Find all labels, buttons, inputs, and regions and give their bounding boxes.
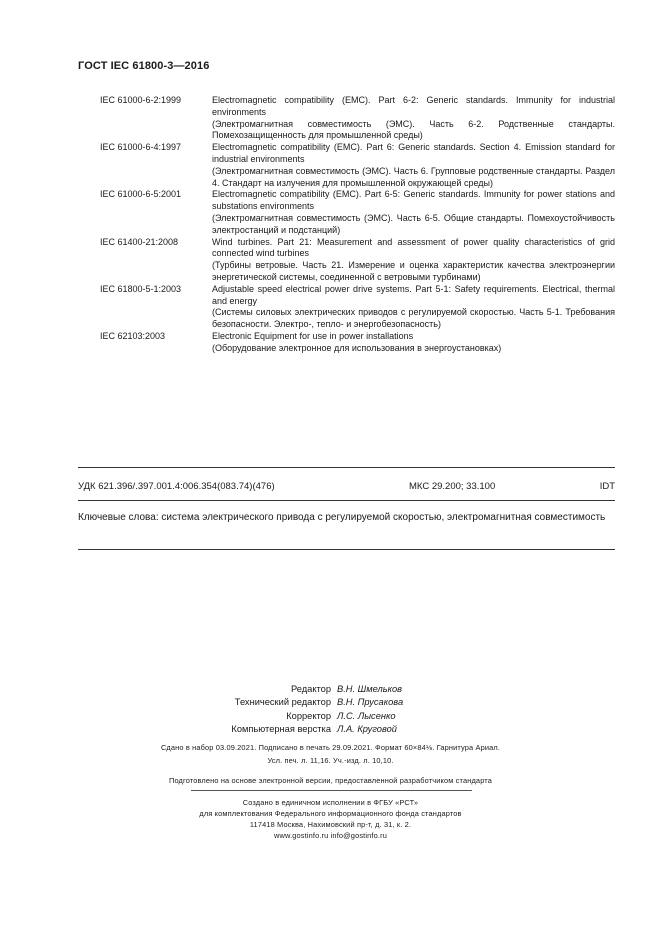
credit-role: Корректор [286, 710, 331, 721]
classification-row [78, 481, 615, 495]
reference-title-ru: (Оборудование электронное для использования в энергоустановках) [212, 342, 502, 353]
print-volume-line: Усл. печ. л. 11,16. Уч.-изд. л. 10,10. [267, 756, 394, 765]
created-line: Создано в единичном исполнении в ФГБУ «РСТ» [242, 798, 419, 807]
reference-code: IEC 61000-6-2:1999 [100, 95, 182, 105]
credit-role: Редактор [290, 684, 331, 694]
normative-references-list [100, 95, 615, 355]
credit-line [0, 710, 661, 723]
reference-code: IEC 61000-6-5:2001 [100, 189, 182, 200]
credit-line [0, 683, 661, 696]
credit-line [0, 696, 661, 709]
credit-role: Технический редактор [234, 697, 331, 708]
print-details-line: Сдано в набор 03.09.2021. Подписано в печать 29.09.2021. Формат 60×84⅛. Гарнитура Ариал. [160, 743, 501, 752]
reference-title-ru: (Системы силовых электрических приводов с регулируемой скоростью. Часть 5-1. Требования безопасности. Электро-, тепло- и энергобезопасность) [212, 307, 615, 330]
reference-code: IEC 62103:2003 [100, 330, 166, 341]
reference-title-ru: (Турбины ветровые. Часть 21. Измерение и оценка характеристик качества электроэнергии энергетической системы, соединенной с ветровыми турбинами) [212, 260, 615, 282]
reference-code: IEC 61000-6-4:1997 [100, 142, 182, 153]
reference-title-en: Electromagnetic compatibility (EMC). Part 6-5: Generic standards. Immunity for power stations and substations environments [212, 189, 615, 212]
reference-entry [100, 237, 615, 284]
reference-code: IEC 61800-5-1:2003 [100, 283, 182, 294]
top-divider [78, 467, 615, 468]
reference-entry [100, 95, 615, 142]
reference-entry [100, 331, 615, 355]
reference-title-en: Electromagnetic compatibility (EMC). Part 6: Generic standards. Section 4. Emission standard for industrial environments [212, 142, 615, 164]
reference-title-en: Adjustable speed electrical power drive systems. Part 5-1: Safety requirements. Electrical, thermal and energy [212, 283, 615, 306]
keywords: Ключевые слова: система электрического привода с регулируемой скоростью, электромагнитная совместимость [78, 512, 606, 523]
credits-block [0, 683, 661, 737]
reference-title-en: Electronic Equipment for use in power installations [212, 330, 414, 341]
publisher-contacts: www.gostinfo.ru info@gostinfo.ru [274, 831, 387, 840]
credit-name: Л.А. Круговой [337, 724, 397, 735]
reference-entry [100, 142, 615, 189]
reference-title-ru: (Электромагнитная совместимость (ЭМС). Часть 6-2. Родственные стандарты. Помехозащищенность для промышленной среды) [212, 118, 615, 141]
publisher-address: 117418 Москва, Нахимовский пр-т, д. 31, к. 2. [249, 820, 412, 829]
reference-title-ru: (Электромагнитная совместимость (ЭМС). Часть 6. Групповые родственные стандарты. Раздел 4. Стандарт на излучения для промышленной окружающей среды) [212, 165, 615, 188]
imprint-divider [191, 790, 472, 791]
keywords-divider [78, 549, 615, 550]
credit-name: В.Н. Шмельков [337, 684, 403, 694]
classification-divider [78, 500, 615, 501]
fund-line: для комплектования Федерального информационного фонда стандартов [199, 809, 462, 818]
credit-line [0, 723, 661, 736]
reference-entry [100, 189, 615, 236]
reference-title-en: Wind turbines. Part 21: Measurement and assessment of power quality characteristics of grid connected wind turbines [212, 236, 615, 259]
prepared-note: Подготовлено на основе электронной версии, предоставленной разработчиком стандарта [168, 776, 493, 785]
credit-name: Л.С. Лысенко [337, 710, 396, 721]
document-header-title: ГОСТ IEC 61800-3—2016 [78, 60, 210, 72]
udk-code: УДК 621.396/.397.001.4:006.354(083.74)(476) [78, 481, 275, 492]
reference-title-en: Electromagnetic compatibility (EMC). Part 6-2: Generic standards. Immunity for industrial environments [212, 95, 615, 117]
reference-code: IEC 61400-21:2008 [100, 236, 179, 247]
credit-role: Компьютерная верстка [231, 724, 331, 735]
mks-code: МКС 29.200; 33.100 [409, 481, 496, 492]
credit-name: В.Н. Прусакова [337, 697, 404, 708]
reference-title-ru: (Электромагнитная совместимость (ЭМС). Часть 6-5. Общие стандарты. Помехоустойчивость электростанций и подстанций) [212, 212, 615, 235]
reference-entry [100, 284, 615, 331]
idt-label: IDT [599, 481, 615, 492]
